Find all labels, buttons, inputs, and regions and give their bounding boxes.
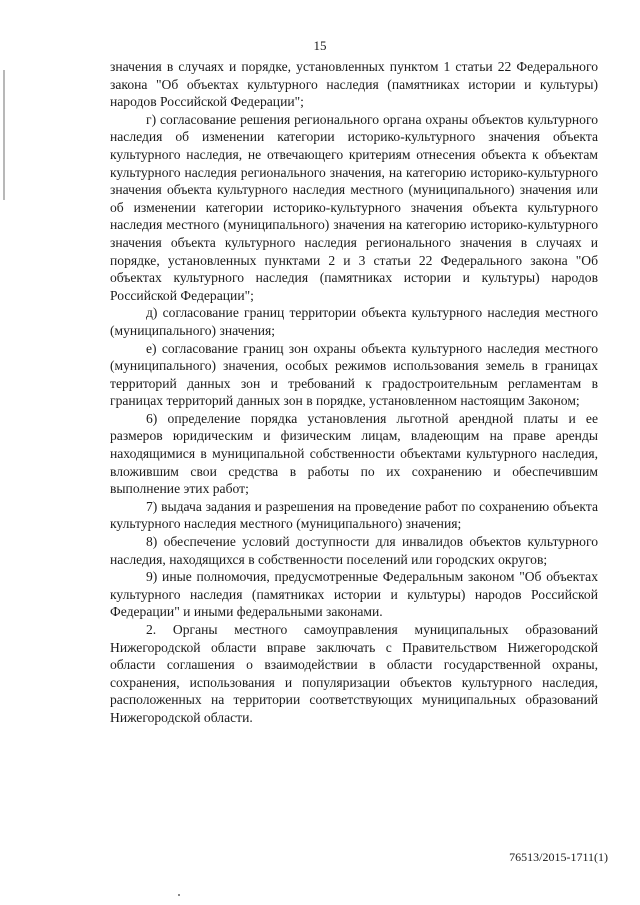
document-code: 76513/2015-1711(1)	[509, 850, 608, 864]
paragraph-item-8: 8) обеспечение условий доступности для инвалидов объектов культурного наследия, находящихся в собственности поселений или городских округов;	[110, 534, 598, 567]
scan-edge-mark	[3, 70, 5, 200]
paragraph-continuation: значения в случаях и порядке, установленных пунктом 1 статьи 22 Федерального закона "Об объектах культурного наследия (памятниках истории и культуры) народов Российской Федерации";	[110, 59, 598, 110]
paragraph-item-7: 7) выдача задания и разрешения на проведение работ по сохранению объекта культурного наследия местного (муниципального) значения;	[110, 498, 598, 532]
scan-dot-mark	[178, 894, 180, 896]
paragraph-item-9: 9) иные полномочия, предусмотренные Федеральным законом "Об объектах культурного наследия (памятниках истории и культуры) народов Российской Федерации" и иными федеральными законами.	[110, 569, 598, 620]
document-body	[110, 58, 598, 727]
paragraph-item-e: е) согласование границ зон охраны объекта культурного наследия местного (муниципального) значения, особых режимов использования земель в границах территорий данных зон и требований к градостроительным регламентам в границах территорий данных зон в порядке, установленном настоящим Законом;	[110, 340, 598, 409]
paragraph-item-g: г) согласование решения регионального органа охраны объектов культурного наследия об изменении категории историко-культурного значения объекта культурного наследия, не отвечающего критериям отнесения объекта к объектам культурного наследия регионального значения, на категорию историко-культурного значения объекта культурного наследия местного (муниципального) значения или об изменении категории историко-культурного значения объекта культурного наследия местного (муниципального) значения на категорию историко-культурного значения объекта культурного наследия регионального значения в случаях и порядке, установленных пунктами 2 и 3 статьи 22 Федерального закона "Об объектах культурного наследия (памятниках истории и культуры) народов Российской Федерации";	[110, 111, 598, 303]
paragraph-item-d: д) согласование границ территории объекта культурного наследия местного (муниципального) значения;	[110, 305, 598, 338]
page-number: 15	[313, 38, 327, 53]
paragraph-item-6: 6) определение порядка установления льготной арендной платы и ее размеров юридическим и физическим лицам, владеющим на праве аренды находящимися в муниципальной собственности объектами культурного наследия, вложившим свои средства в работы по их сохранению и обеспечившим выполнение этих работ;	[110, 410, 598, 497]
paragraph-section-2: 2. Органы местного самоуправления муниципальных образований Нижегородской области вправе заключать с Правительством Нижегородской области соглашения о взаимодействии в области государственной охраны, сохранения, использования и популяризации объектов культурного наследия, расположенных на территории соответствующих муниципальных образований Нижегородской области.	[110, 622, 598, 725]
